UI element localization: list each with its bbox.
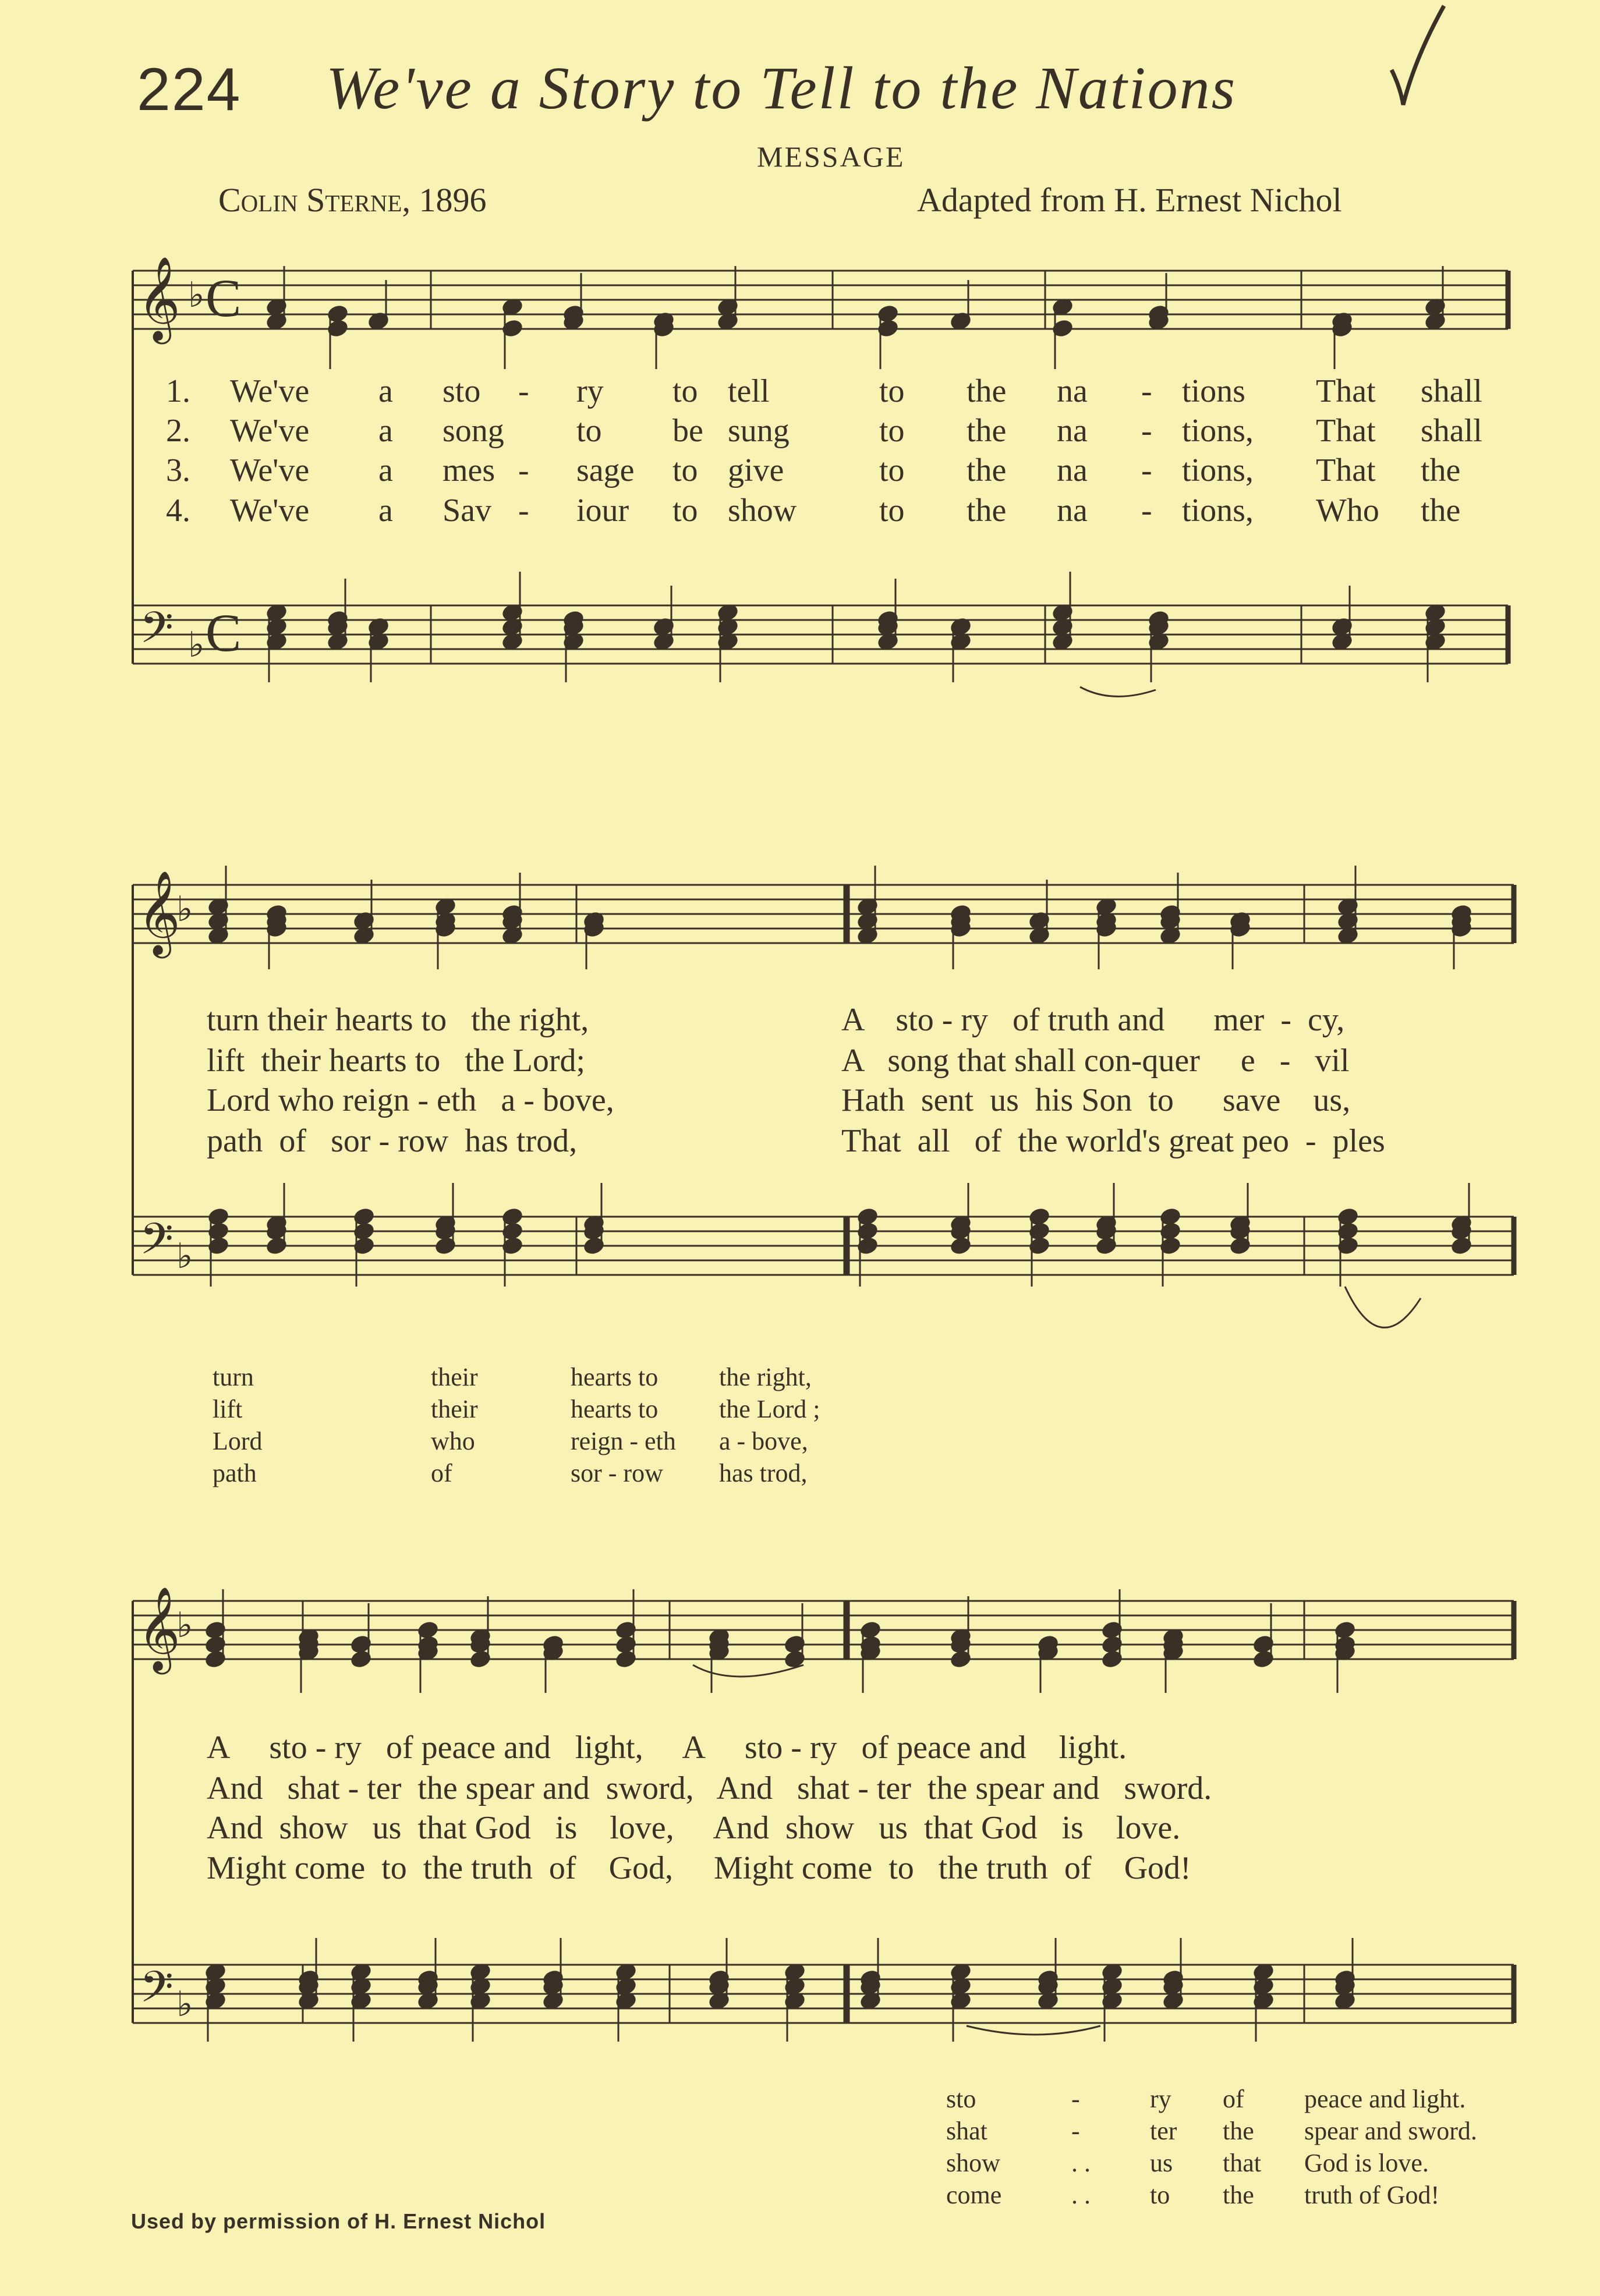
lyric-syllable: Who [1316,492,1379,529]
bass-echo-text: us [1150,2149,1173,2177]
flat-icon: ♭ [176,890,193,929]
common-time-icon: C [206,603,242,662]
lyric-syllable: tions, [1182,413,1254,449]
lyric-syllable: to [879,452,905,488]
clef-icon: 𝄞 [137,870,180,955]
bass-echo-text: Lord [213,1427,263,1455]
lyric-line: Lord who reign - eth a - bove, [207,1082,614,1118]
lyric-syllable: Sav [443,492,491,529]
hymn-title: We've a Story to Tell to the Nations [326,55,1237,122]
bass-echo-text: who [431,1427,475,1455]
lyric-syllable: 1. [166,373,190,409]
lyric-syllable: to [672,452,698,488]
flat-icon: ♭ [188,276,205,314]
lyric-line: A sto - ry of truth and mer - cy, [841,1002,1345,1038]
bass-echo-text: hearts to [571,1363,659,1391]
lyric-syllable: the [967,373,1007,409]
bass-echo-text: . . [1071,2181,1091,2209]
lyric-syllable: the [1421,452,1461,488]
hymn-number: 224 [137,56,242,123]
bass-echo-text: the right, [719,1363,812,1391]
lyric-syllable: to [879,413,905,449]
bass-echo-text: ry [1150,2085,1171,2113]
bass-echo-text: ter [1150,2117,1177,2145]
lyric-syllable: - [518,492,529,529]
common-time-icon: C [206,268,242,328]
flat-icon: ♭ [188,626,205,664]
lyric-syllable: That [1316,373,1376,409]
author-credit: Colin Sterne, 1896 [218,181,487,219]
lyric-syllable: 4. [166,492,190,529]
lyric-syllable: - [518,452,529,488]
lyric-line: A song that shall con-quer e - vil [841,1043,1350,1079]
lyric-syllable: the [967,452,1007,488]
bass-echo-text: peace and light. [1304,2085,1466,2113]
clef-icon: 𝄢 [140,1214,174,1275]
lyric-syllable: We've [230,452,310,488]
bass-echo-text: their [431,1363,478,1391]
lyric-syllable: - [1141,492,1152,529]
clef-icon: 𝄞 [137,256,180,341]
lyric-syllable: na [1057,373,1088,409]
flat-icon: ♭ [176,1606,193,1645]
bass-echo-text: . . [1071,2149,1091,2177]
lyric-syllable: - [1141,373,1152,409]
bass-echo-text: the [1223,2117,1254,2145]
lyric-line: path of sor - row has trod, [207,1123,578,1159]
lyric-syllable: a [378,373,393,409]
lyric-syllable: ry [576,373,604,409]
bass-echo-text: sto [946,2085,976,2113]
bass-echo-text: - [1071,2085,1080,2113]
lyric-syllable: - [1141,413,1152,449]
lyric-syllable: to [672,492,698,529]
bass-echo-text: turn [213,1363,254,1391]
composer-credit: Adapted from H. Ernest Nichol [917,181,1342,219]
bass-echo-text: - [1071,2117,1080,2145]
lyric-syllable: a [378,413,393,449]
bass-echo-text: of [431,1459,452,1487]
lyric-syllable: tell [728,373,770,409]
lyric-line: lift their hearts to the Lord; [207,1043,586,1079]
lyric-syllable: to [672,373,698,409]
clef-icon: 𝄢 [140,1962,174,2023]
lyric-syllable: na [1057,413,1088,449]
lyric-syllable: a [378,492,393,529]
bass-echo-text: the Lord ; [719,1395,820,1423]
lyric-syllable: to [576,413,602,449]
lyric-syllable: tions, [1182,492,1254,529]
lyric-syllable: We've [230,373,310,409]
bass-echo-text: that [1223,2149,1261,2177]
lyric-syllable: sage [576,452,635,488]
lyric-line: turn their hearts to the right, [207,1002,589,1038]
lyric-syllable: mes [443,452,495,488]
lyric-syllable: shall [1421,373,1482,409]
lyric-line: Might come to the truth of God, Might come to the truth of God! [207,1850,1191,1886]
lyric-syllable: sung [728,413,790,449]
lyric-syllable: show [728,492,797,529]
clef-icon: 𝄢 [140,603,174,664]
lyric-syllable: That [1316,452,1376,488]
lyric-syllable: na [1057,492,1088,529]
bass-echo-text: spear and sword. [1304,2117,1477,2145]
lyric-syllable: to [879,373,905,409]
lyric-syllable: tions [1182,373,1245,409]
permission-footer: Used by permission of H. Ernest Nichol [131,2209,546,2233]
bass-echo-text: sor - row [571,1459,663,1487]
lyric-syllable: na [1057,452,1088,488]
lyric-syllable: song [443,413,504,449]
bass-echo-text: has trod, [719,1459,808,1487]
tune-name: MESSAGE [757,140,905,173]
slur [693,1665,803,1677]
lyric-syllable: We've [230,413,310,449]
lyric-syllable: the [1421,492,1461,529]
bass-echo-text: hearts to [571,1395,659,1423]
bass-echo-text: truth of God! [1304,2181,1440,2209]
slur [1345,1287,1421,1327]
lyric-syllable: 2. [166,413,190,449]
lyric-syllable: to [879,492,905,529]
lyric-syllable: iour [576,492,629,529]
lyric-line: And shat - ter the spear and sword, And shat - ter the spear and sword. [207,1770,1212,1806]
bass-echo-text: God is love. [1304,2149,1429,2177]
lyric-syllable: be [672,413,703,449]
flat-icon: ♭ [176,1237,193,1275]
lyric-syllable: - [518,373,529,409]
lyric-line: A sto - ry of peace and light, A sto - ry of peace and light. [207,1730,1127,1766]
lyric-syllable: That [1316,413,1376,449]
lyric-syllable: give [728,452,784,488]
bass-echo-text: come [946,2181,1002,2209]
tie [967,2026,1100,2035]
lyric-syllable: sto [443,373,481,409]
lyric-syllable: the [967,492,1007,529]
lyric-line: Hath sent us his Son to save us, [841,1082,1351,1118]
lyric-syllable: a [378,452,393,488]
lyric-line: And show us that God is love, And show us that God is love. [207,1810,1181,1846]
bass-echo-text: of [1223,2085,1244,2113]
lyric-syllable: - [1141,452,1152,488]
bass-echo-text: their [431,1395,478,1423]
lyric-syllable: shall [1421,413,1482,449]
bass-echo-text: shat [946,2117,987,2145]
lyric-syllable: the [967,413,1007,449]
bass-echo-text: show [946,2149,1000,2177]
bass-echo-text: lift [213,1395,243,1423]
bass-echo-text: the [1223,2181,1254,2209]
bass-echo-text: path [213,1459,257,1487]
lyric-syllable: We've [230,492,310,529]
lyric-syllable: tions, [1182,452,1254,488]
lyric-line: That all of the world's great peo - ples [841,1123,1385,1159]
tie [1080,687,1156,696]
bass-echo-text: to [1150,2181,1170,2209]
flat-icon: ♭ [176,1985,193,2024]
clef-icon: 𝄞 [137,1586,180,1671]
bass-echo-text: a - bove, [719,1427,808,1455]
bass-echo-text: reign - eth [571,1427,676,1455]
lyric-syllable: 3. [166,452,190,488]
